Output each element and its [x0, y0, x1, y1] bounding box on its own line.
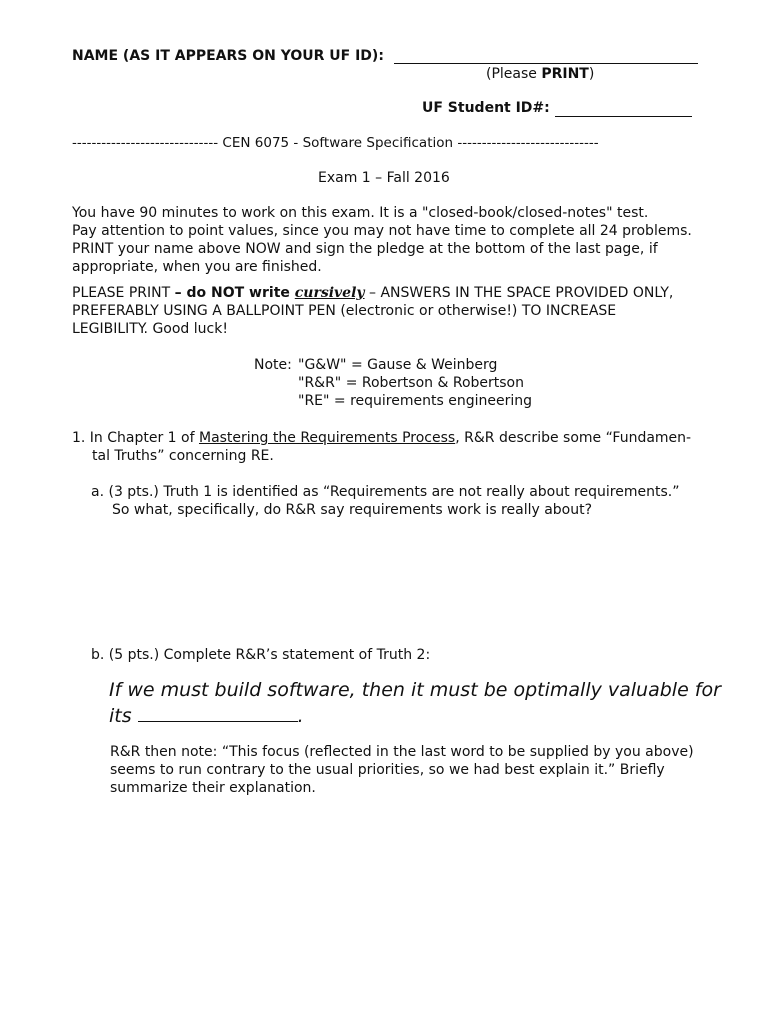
note-item: "G&W" = Gause & Weinberg	[298, 357, 498, 373]
notes-block	[254, 356, 532, 410]
note-item: "R&R" = Robertson & Robertson	[298, 375, 524, 391]
name-field[interactable]	[394, 63, 698, 64]
quote-suffix: .	[297, 705, 304, 727]
question-1-line	[72, 429, 691, 447]
please-suffix: )	[588, 66, 595, 82]
instructions-paragraph	[72, 204, 702, 276]
print-bold: – do NOT write	[174, 285, 295, 301]
student-id-field[interactable]	[555, 116, 692, 117]
print-instruction-line: PREFERABLY USING A BALLPOINT PEN (electronic or otherwise!) TO INCREASE	[72, 303, 617, 319]
student-id-label: UF Student ID#:	[422, 100, 550, 116]
question-1a-line: a. (3 pts.) Truth 1 is identified as “Requirements are not really about requirements.”	[91, 484, 680, 500]
book-title: Mastering the Requirements Process	[198, 430, 456, 446]
print-suffix: – ANSWERS IN THE SPACE PROVIDED ONLY,	[364, 285, 674, 301]
please-print-note	[486, 65, 594, 83]
q1-suffix: , R&R describe some “Fundamen-	[455, 430, 692, 446]
question-1a	[91, 483, 679, 519]
print-instruction-line	[72, 284, 702, 302]
instruction-line: PRINT your name above NOW and sign the pledge at the bottom of the last page, if	[72, 241, 658, 257]
follow-up-line: seems to run contrary to the usual priorities, so we had best explain it.” Briefly	[110, 762, 665, 778]
print-cursive: cursively	[294, 285, 365, 301]
question-1a-line: So what, specifically, do R&R say requirements work is really about?	[112, 502, 593, 518]
name-label: NAME (AS IT APPEARS ON YOUR UF ID):	[72, 48, 384, 64]
quote-line: If we must build software, then it must be optimally valuable for	[109, 679, 721, 701]
print-prefix: PLEASE PRINT	[72, 285, 175, 301]
instruction-line: appropriate, when you are finished.	[72, 259, 322, 275]
course-line: ------------------------------ CEN 6075 - Software Specification -----------------------------	[72, 135, 599, 151]
please-bold: PRINT	[541, 66, 589, 82]
question-1b: b. (5 pts.) Complete R&R’s statement of Truth 2:	[91, 647, 431, 663]
follow-up-line: R&R then note: “This focus (reflected in the last word to be supplied by you above)	[110, 744, 694, 760]
exam-title: Exam 1 – Fall 2016	[318, 170, 450, 186]
truth-2-quote	[109, 677, 721, 729]
quote-line	[109, 703, 721, 729]
follow-up-line: summarize their explanation.	[110, 780, 316, 796]
instruction-line: Pay attention to point values, since you may not have time to complete all 24 problems.	[72, 223, 692, 239]
question-1	[72, 429, 691, 465]
please-prefix: (Please	[486, 66, 542, 82]
question-1-line: tal Truths” concerning RE.	[92, 448, 274, 464]
quote-prefix: its	[109, 705, 138, 727]
note-item: "RE" = requirements engineering	[298, 393, 532, 409]
print-instructions-paragraph	[72, 284, 702, 338]
instruction-line: You have 90 minutes to work on this exam. It is a "closed-book/closed-notes" test.	[72, 205, 649, 221]
note-label: Note:	[254, 357, 292, 373]
follow-up-paragraph	[110, 743, 694, 797]
fill-in-blank[interactable]	[138, 704, 298, 722]
print-instruction-line: LEGIBILITY. Good luck!	[72, 321, 228, 337]
q1-prefix: 1. In Chapter 1 of	[72, 430, 199, 446]
